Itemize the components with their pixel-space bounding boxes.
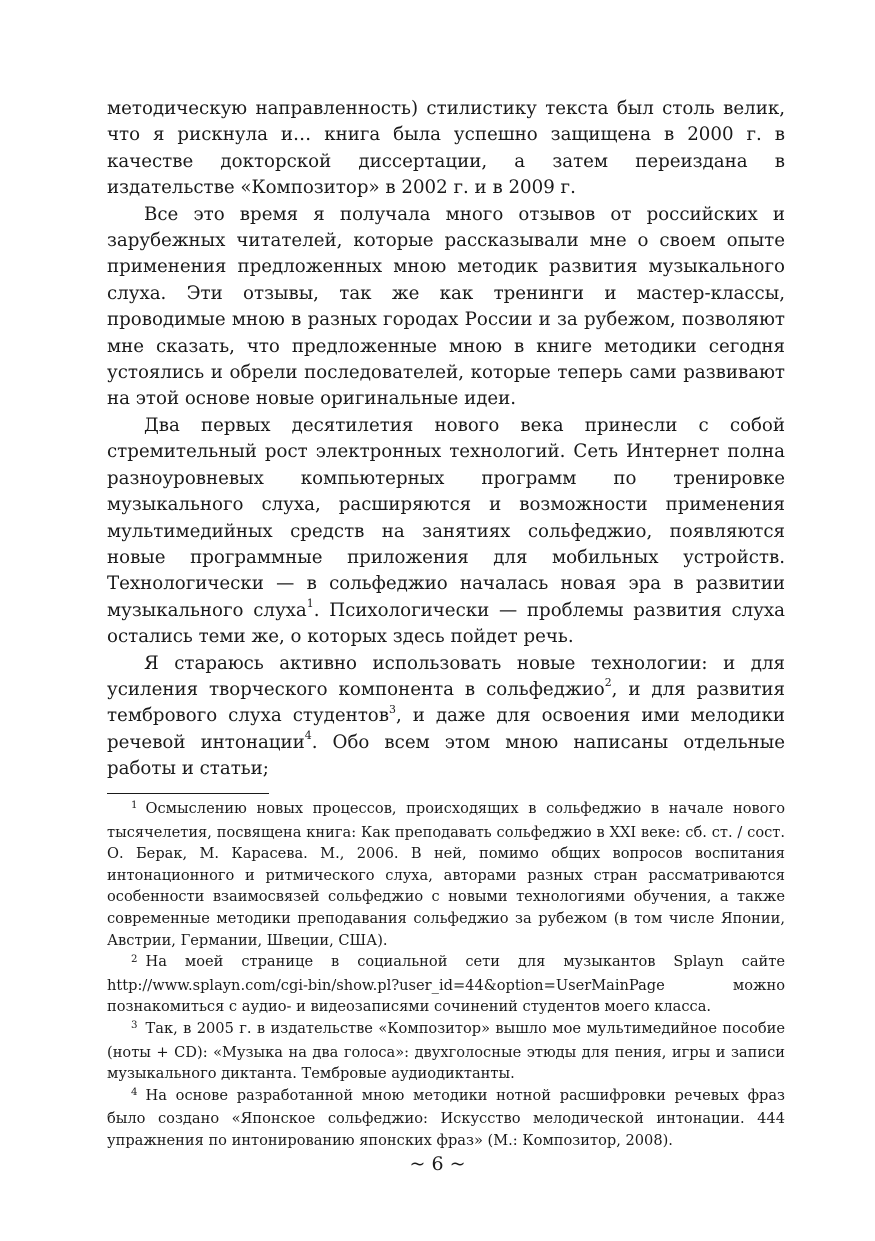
footnote-ref-3[interactable]: 3	[389, 702, 396, 716]
footnote-mark-1: 1	[131, 800, 138, 812]
page-number: ~ 6 ~	[409, 1153, 466, 1175]
footnote-mark-3: 3	[131, 1020, 138, 1032]
paragraph-3-text-b: . Психологически — проблемы развития слуха остались теми же, о которых здесь пойдет речь.	[107, 599, 785, 648]
paragraph-4	[107, 651, 785, 783]
footnote-mark-4: 4	[131, 1087, 138, 1099]
footnote-text-4: На основе разработанной мною методики нотной расшифровки речевых фраз было создано «Японское сольфеджио: Искусство мелодической интонации. 444 упражнения по интонированию японских фраз» (М.: Композитор, 2008).	[107, 1086, 785, 1149]
footnote-ref-2[interactable]: 2	[604, 676, 612, 690]
footnote-separator	[107, 793, 269, 794]
paragraph-3-text-a: Два первых десятилетия нового века принесли с собой стремительный рост электронных технологий. Сеть Интернет полна разноуровневых компьютерных программ по тренировке музыкального слуха, расширяются и возможности применения мультимедийных средств на занятиях сольфеджио, появляются новые программные приложения для мобильных устройств. Технологически — в сольфеджио началась новая эра в развитии музыкального слуха	[107, 414, 785, 621]
paragraph-3	[107, 413, 785, 651]
footnote-ref-4[interactable]: 4	[304, 729, 312, 743]
footnote-text-2: На моей странице в социальной сети для музыкантов Splayn сайте http://www.splayn.com/cgi-bin/show.pl?user_id=44&option=UserMainPage можно познакомиться с аудио- и видеозаписями сочинений студентов моего класса.	[107, 953, 785, 1016]
paragraph-2: Все это время я получала много отзывов от российских и зарубежных читателей, которые рассказывали мне о своем опыте применения предложенных мною методик развития музыкального слуха. Эти отзывы, так же как тренинги и мастер-классы, проводимые мною в разных городах России и за рубежом, позволяют мне сказать, что предложенные мною в книге методики сегодня устоялись и обрели последователей, которые теперь сами развивают на этой основе новые оригинальные идеи.	[107, 203, 785, 410]
footnote-mark-2: 2	[131, 953, 138, 965]
footnote-3	[107, 1018, 785, 1085]
footnote-text-3: Так, в 2005 г. в издательстве «Композитор» вышло мое мультимедийное пособие (ноты + CD): «Музыка на два голоса»: двухголосные этюды для пения, игры и записи музыкального диктанта. Тембровые аудиодиктанты.	[107, 1019, 785, 1083]
footnote-text-1: Осмыслению новых процессов, происходящих в сольфеджио в начале нового тысячелетия, посвящена книга: Как преподавать сольфеджио в XXI веке: сб. ст. / сост. О. Берак, М. Карасева. М., 2006. В ней, помимо общих вопросов воспитания интонационного и ритмического слуха, авторами разных стран рассматриваются особенности взаимосвязей сольфеджио с новыми технологиями обучения, а также современные методики преподавания сольфеджио за рубежом (в том числе Японии, Австрии, Германии, Швеции, США).	[107, 800, 785, 949]
footnote-ref-1[interactable]: 1	[306, 597, 314, 611]
footnotes	[107, 798, 785, 1152]
paragraph-4-text-a: Я стараюсь активно использовать новые технологии: и для усиления творческого компонента в сольфеджио	[107, 652, 785, 700]
footnote-1	[107, 798, 785, 951]
main-text	[107, 96, 785, 783]
paragraph-4-text-c: , и даже для освоения ими мелодики речевой интонации	[107, 705, 785, 753]
paragraph-1: методическую направленность) стилистику текста был столь велик, что я рискнула и… книга была успешно защищена в 2000 г. в качестве докторской диссертации, а затем переиздана в издательстве «Композитор» в 2002 г. и в 2009 г.	[107, 98, 785, 199]
paragraph-4-text-b: , и для развития тембрового слуха студентов	[107, 678, 785, 727]
footnote-4	[107, 1085, 785, 1152]
paragraph-4-text-d: . Обо всем этом мною написаны отдельные работы и статьи;	[107, 731, 785, 780]
footnote-2	[107, 951, 785, 1018]
